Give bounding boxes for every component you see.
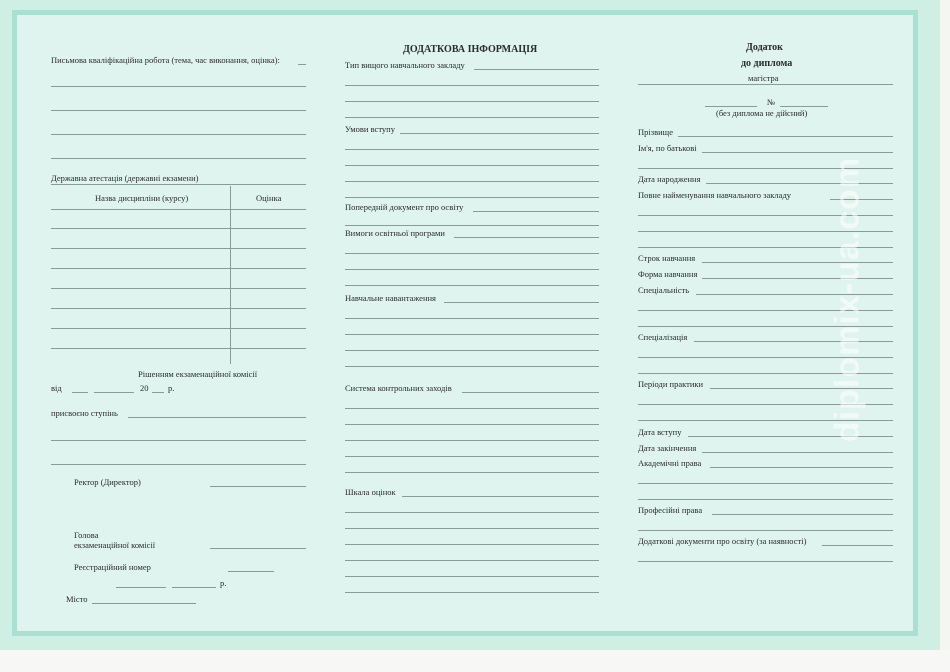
institution-type-label: Тип вищого навчального закладу xyxy=(345,60,465,70)
birth-label: Дата народження xyxy=(638,174,701,184)
academic-rights-label: Академічні права xyxy=(638,458,702,468)
table-column-divider xyxy=(230,186,231,364)
specialty-label: Спеціальність xyxy=(638,285,690,295)
institution-full-label: Повне найменування навчального закладу xyxy=(638,190,792,200)
table-row xyxy=(51,308,306,309)
workload-label: Навчальне навантаження xyxy=(345,293,436,303)
number-sign: № xyxy=(767,97,776,107)
table-row xyxy=(51,209,306,210)
right-title-1: Додаток xyxy=(746,42,783,53)
study-term-label: Строк навчання xyxy=(638,253,696,263)
decision-label: Рішенням екзаменаційної комісії xyxy=(138,369,258,379)
admission-date-label: Дата вступу xyxy=(638,427,682,437)
head-signature-line xyxy=(210,548,306,549)
surname-label: Прізвище xyxy=(638,127,673,137)
additional-docs-label: Додаткові документи про освіту (за наявності) xyxy=(638,536,807,546)
professional-rights-label: Професійні права xyxy=(638,505,703,515)
graduation-date-label: Дата закінчення xyxy=(638,443,697,453)
table-row xyxy=(51,268,306,269)
watermark: diplomix-ua.com xyxy=(828,156,867,443)
rector-signature-line xyxy=(210,486,306,487)
thesis-line xyxy=(51,110,306,111)
year-prefix: 20 xyxy=(140,383,149,393)
col-discipline-header: Назва дисципліни (курсу) xyxy=(95,193,189,203)
place-label: Місто xyxy=(66,594,88,604)
head-label-1: Голова xyxy=(74,530,99,540)
attestation-label: Державна атестація (державні екзамени) xyxy=(51,173,199,183)
scale-label: Шкала оцінок xyxy=(345,487,396,497)
from-label: від xyxy=(51,383,62,393)
head-label-2: екзаменаційної комісії xyxy=(74,540,156,550)
table-row xyxy=(51,228,306,229)
specialization-label: Спеціалізація xyxy=(638,332,688,342)
thesis-line xyxy=(51,86,306,87)
right-title-2: до диплома xyxy=(741,58,793,69)
requirements-label: Вимоги освітньої програми xyxy=(345,228,445,238)
admission-label: Умови вступу xyxy=(345,124,395,134)
year-suffix: р. xyxy=(168,383,175,393)
degree-label: присвоєно ступінь xyxy=(51,408,118,418)
control-label: Система контрольних заходів xyxy=(345,383,452,393)
scan-margin xyxy=(0,650,950,672)
prev-doc-label: Попередній документ про освіту xyxy=(345,202,464,212)
table-row xyxy=(51,328,306,329)
study-form-label: Форма навчання xyxy=(638,269,698,279)
name-label: Ім'я, по батькові xyxy=(638,143,697,153)
thesis-label: Письмова кваліфікаційна робота (тема, час виконання, оцінка): xyxy=(51,55,280,65)
table-row xyxy=(51,248,306,249)
table-row xyxy=(51,348,306,349)
middle-title: ДОДАТКОВА ІНФОРМАЦІЯ xyxy=(403,44,538,55)
degree-name: магістра xyxy=(748,73,779,83)
invalid-note: (без диплома не дійсний) xyxy=(716,108,808,118)
reg-suffix: р. xyxy=(220,578,227,588)
practice-label: Періоди практики xyxy=(638,379,704,389)
table-row xyxy=(51,288,306,289)
reg-number-label: Реєстраційний номер xyxy=(74,562,151,572)
rector-label: Ректор (Директор) xyxy=(74,477,141,487)
thesis-line xyxy=(51,134,306,135)
thesis-line xyxy=(51,158,306,159)
col-grade-header: Оцінка xyxy=(256,193,282,203)
